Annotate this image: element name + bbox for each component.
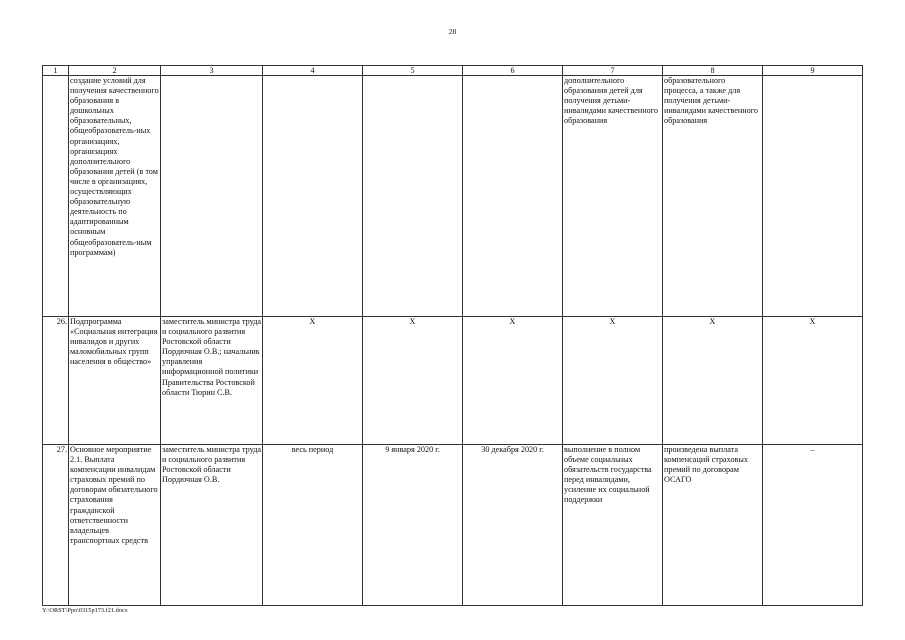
table-header-row <box>43 66 863 76</box>
table-row <box>43 317 863 445</box>
actual-result-cell: образовательного процесса, а также для получения детьми-инвалидами качественного образования <box>663 76 763 317</box>
start-date-cell <box>363 76 463 317</box>
column-header: 3 <box>161 66 263 76</box>
period-cell: Х <box>263 317 363 445</box>
period-cell <box>263 76 363 317</box>
page-number: 28 <box>448 27 457 36</box>
responsible-cell: заместитель министра труда и социального развития Ростовской области Пордючная О.В.; начальник управления информационной политики Правительства Ростовской области Тюрин С.В. <box>161 317 263 445</box>
column-header: 1 <box>43 66 69 76</box>
start-date-cell: Х <box>363 317 463 445</box>
table-row <box>43 445 863 606</box>
file-path-footer: Y:\ORST\Ppo\0315p173.f21.docx <box>42 607 128 614</box>
period-cell: весь период <box>263 445 363 606</box>
note-cell <box>763 76 863 317</box>
expected-result-cell: дополнительного образования детей для получения детьми-инвалидами качественного образования <box>563 76 663 317</box>
column-header: 9 <box>763 66 863 76</box>
column-header: 8 <box>663 66 763 76</box>
column-header: 2 <box>69 66 161 76</box>
note-cell: – <box>763 445 863 606</box>
row-number-cell: 27. <box>43 445 69 606</box>
responsible-cell: заместитель министра труда и социального развития Ростовской области Пордючная О.В. <box>161 445 263 606</box>
column-header: 5 <box>363 66 463 76</box>
document-table <box>42 65 863 606</box>
row-number-cell <box>43 76 69 317</box>
responsible-cell <box>161 76 263 317</box>
row-number-cell: 26. <box>43 317 69 445</box>
actual-result-cell: Х <box>663 317 763 445</box>
start-date-cell: 9 января 2020 г. <box>363 445 463 606</box>
actual-result-cell: произведена выплата компенсаций страховых премий по договорам ОСАГО <box>663 445 763 606</box>
end-date-cell: 30 декабря 2020 г. <box>463 445 563 606</box>
activity-name-cell: Основное мероприятие 2.1. Выплата компенсации инвалидам страховых премий по договорам обязательного страхования гражданской ответственности владельцев транспортных средств <box>69 445 161 606</box>
end-date-cell <box>463 76 563 317</box>
activity-name-cell: создание условий для получения качественного образования в дошкольных образовательных, общеобразователь-ных организациях, организациях дополнительного образования детей (в том числе в организациях, осуществляющих образовательную деятельность по адаптированным основным общеобразователь-ным программам) <box>69 76 161 317</box>
note-cell: Х <box>763 317 863 445</box>
expected-result-cell: выполнение в полном объеме социальных обязательств государства перед инвалидами, усиление их социальной поддержки <box>563 445 663 606</box>
expected-result-cell: Х <box>563 317 663 445</box>
column-header: 6 <box>463 66 563 76</box>
column-header: 7 <box>563 66 663 76</box>
column-header: 4 <box>263 66 363 76</box>
end-date-cell: Х <box>463 317 563 445</box>
table-row <box>43 76 863 317</box>
activity-name-cell: Подпрограмма «Социальная интеграция инвалидов и других маломобильных групп населения в общество» <box>69 317 161 445</box>
